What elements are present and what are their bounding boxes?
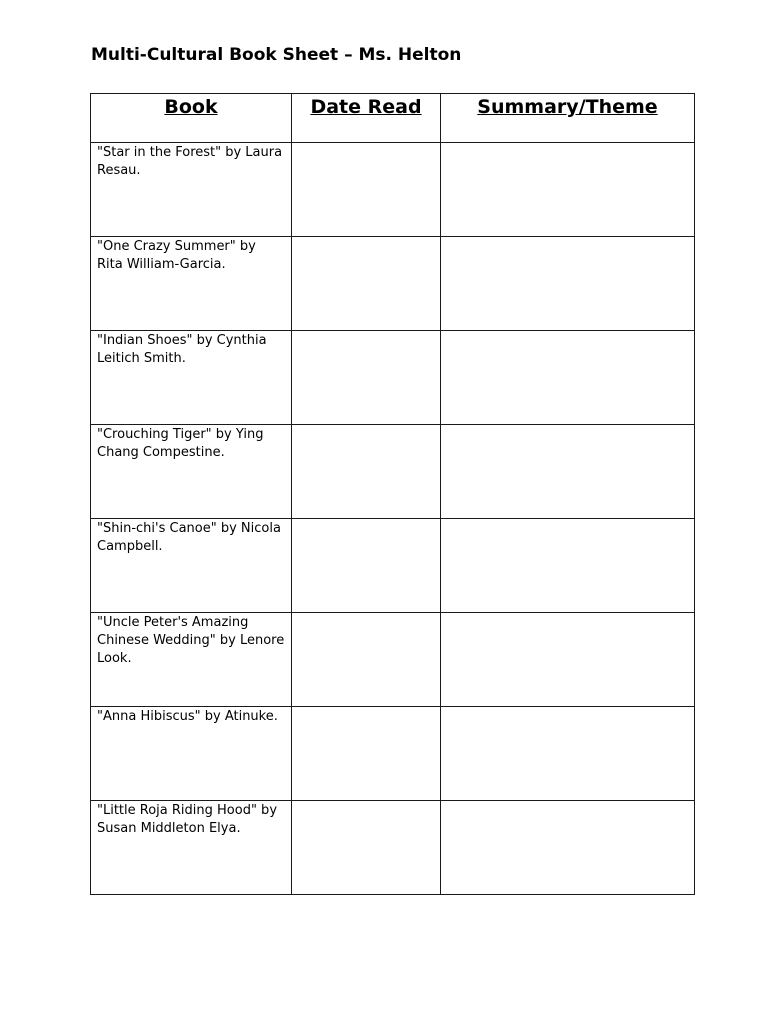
table-header-row	[91, 94, 695, 143]
book-table	[90, 93, 695, 895]
book-title-cell: "Shin-chi's Canoe" by Nicola Campbell.	[91, 519, 292, 613]
summary-theme-cell[interactable]	[441, 143, 695, 237]
table-row	[91, 425, 695, 519]
summary-theme-cell[interactable]	[441, 801, 695, 895]
summary-theme-cell[interactable]	[441, 519, 695, 613]
table-row	[91, 519, 695, 613]
page-title: Multi-Cultural Book Sheet – Ms. Helton	[91, 45, 462, 65]
table-row	[91, 143, 695, 237]
book-title-cell: "Anna Hibiscus" by Atinuke.	[91, 707, 292, 801]
table-row	[91, 801, 695, 895]
book-title-cell: "Uncle Peter's Amazing Chinese Wedding" by Lenore Look.	[91, 613, 292, 707]
book-title-cell: "Indian Shoes" by Cynthia Leitich Smith.	[91, 331, 292, 425]
book-title-cell: "Star in the Forest" by Laura Resau.	[91, 143, 292, 237]
book-title-cell: "One Crazy Summer" by Rita William-Garcia.	[91, 237, 292, 331]
date-read-cell[interactable]	[292, 519, 441, 613]
table-row	[91, 707, 695, 801]
date-read-cell[interactable]	[292, 707, 441, 801]
summary-theme-cell[interactable]	[441, 707, 695, 801]
table-row	[91, 331, 695, 425]
date-read-cell[interactable]	[292, 331, 441, 425]
table-row	[91, 237, 695, 331]
summary-theme-cell[interactable]	[441, 425, 695, 519]
table-row	[91, 613, 695, 707]
date-read-cell[interactable]	[292, 613, 441, 707]
book-title-cell: "Little Roja Riding Hood" by Susan Middleton Elya.	[91, 801, 292, 895]
date-read-cell[interactable]	[292, 237, 441, 331]
date-read-cell[interactable]	[292, 143, 441, 237]
header-summary-theme: Summary/Theme	[441, 94, 695, 143]
header-book: Book	[91, 94, 292, 143]
book-title-cell: "Crouching Tiger" by Ying Chang Compestine.	[91, 425, 292, 519]
summary-theme-cell[interactable]	[441, 237, 695, 331]
summary-theme-cell[interactable]	[441, 613, 695, 707]
date-read-cell[interactable]	[292, 801, 441, 895]
date-read-cell[interactable]	[292, 425, 441, 519]
summary-theme-cell[interactable]	[441, 331, 695, 425]
header-date-read: Date Read	[292, 94, 441, 143]
